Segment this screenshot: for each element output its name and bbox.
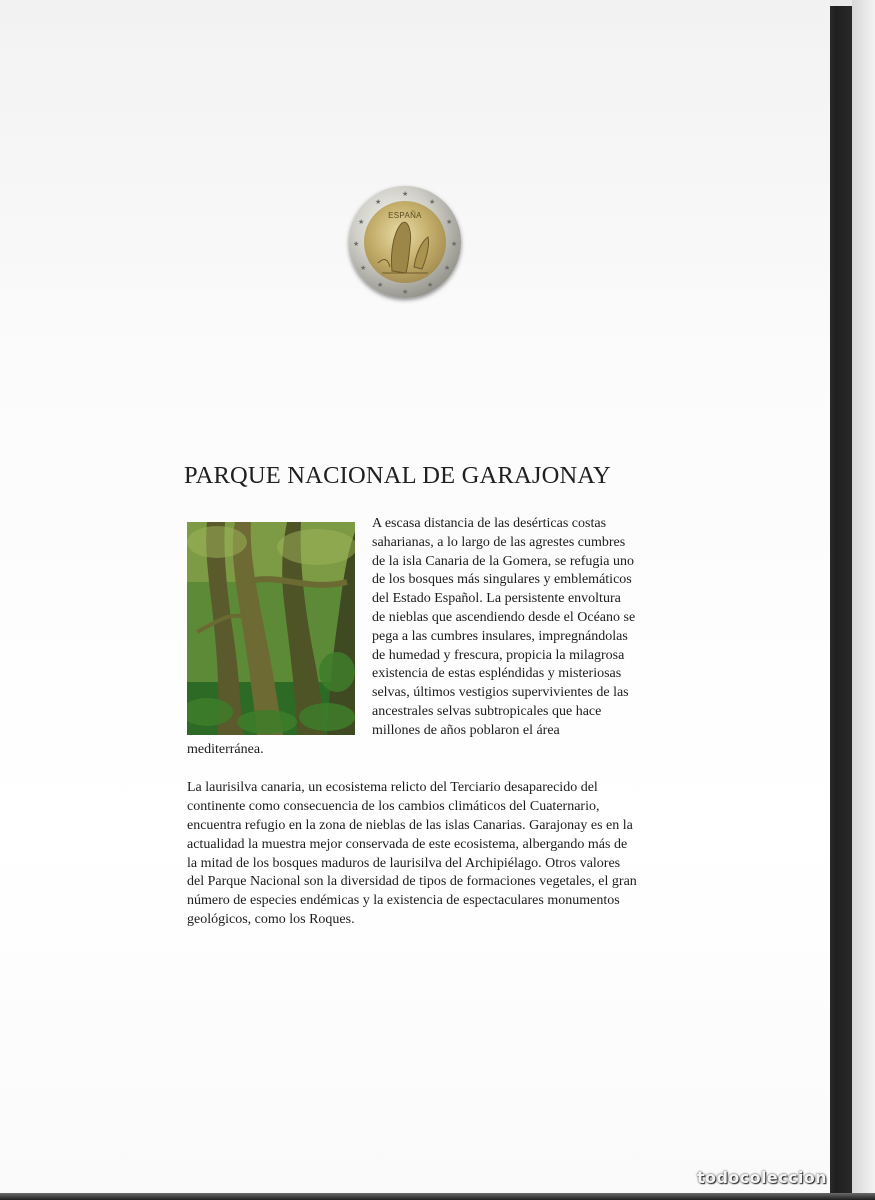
- svg-text:★: ★: [402, 190, 409, 198]
- paragraph-laurisilva: La laurisilva canaria, un ecosistema relicto del Terciario desaparecido del continente como consecuencia de los cambios climáticos del Cuaternario, encuentra refugio en la zona de nieblas de las islas Canarias. Garajonay es en la actualidad la muestra mejor conservada de este ecosistema, albergando más de la mitad de los bosques maduros de laurisilva del Archipiélago. Otros valores del Parque Nacional son la diversidad de tipos de formaciones vegetales, el gran número de especies endémicas y la existencia de espectaculares monumentos geológicos, como los Roques.: [187, 780, 637, 927]
- svg-text:★: ★: [375, 198, 382, 206]
- commemorative-coin: [349, 186, 461, 298]
- body-text: [187, 515, 637, 930]
- svg-text:★: ★: [444, 264, 451, 272]
- svg-text:★: ★: [377, 281, 384, 289]
- svg-text:★: ★: [427, 281, 434, 289]
- svg-text:★: ★: [358, 218, 365, 226]
- svg-text:★: ★: [446, 218, 453, 226]
- coin-stars-icon: [349, 186, 461, 298]
- coin-inscription: ESPAÑA: [388, 211, 422, 220]
- page-title: PARQUE NACIONAL DE GARAJONAY: [184, 462, 611, 489]
- scan-background: [852, 0, 875, 1200]
- svg-text:★: ★: [451, 240, 458, 248]
- album-bottom-edge: [0, 1193, 875, 1200]
- todocoleccion-watermark: todocoleccion: [697, 1168, 827, 1187]
- svg-text:★: ★: [353, 240, 360, 248]
- svg-text:★: ★: [429, 198, 436, 206]
- paragraph-intro: A escasa distancia de las desérticas costas saharianas, a lo largo de las agrestes cumbres de la isla Canaria de la Gomera, se refugia uno de los bosques más singulares y emblemáticos del Estado Español. La persistente envoltura de nieblas que ascendiendo desde el Océano se pega a las cumbres insulares, impregnándolas de humedad y frescura, propicia la milagrosa existencia de estas espléndidas y misteriosas selvas, últimos vestigios supervivientes de las ancestrales selvas subtropicales que hace millones de años poblaron el área mediterránea.: [187, 516, 636, 757]
- svg-text:★: ★: [360, 264, 367, 272]
- svg-text:★: ★: [402, 288, 409, 296]
